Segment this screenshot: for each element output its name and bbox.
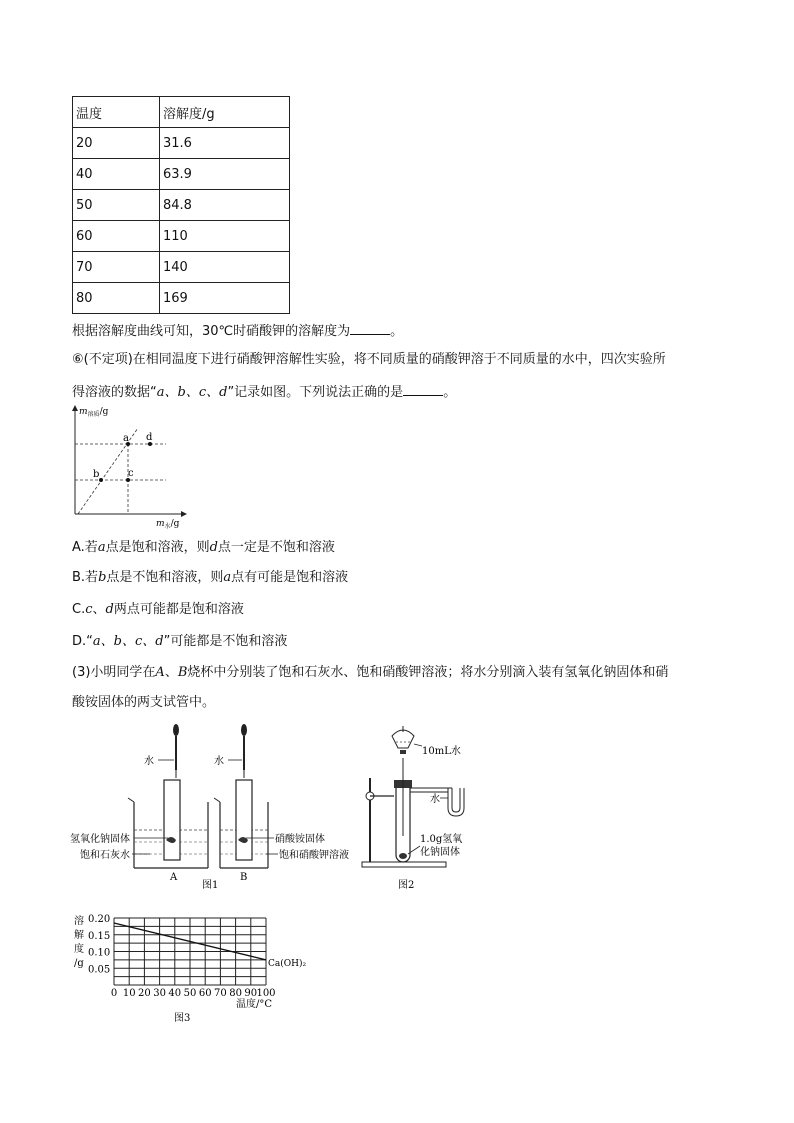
table-cell: 50 [73,190,160,221]
q6-line-2 [72,381,456,403]
separatory-funnel-icon [392,726,414,748]
q3-var-a: A [155,665,165,680]
table-row [73,159,290,190]
table-row [73,283,290,314]
x-tick-label: 0 [110,988,118,999]
x-tick-label: 60 [198,988,212,999]
x-tick-label: 50 [183,988,197,999]
y-label-char: 溶 [74,916,84,927]
fig3-caption: 图3 [174,1013,191,1024]
x-tick-label: 20 [138,988,151,999]
point-b [99,478,103,482]
test-tube-b [236,780,252,860]
y-label-char: 解 [74,930,84,941]
x-tick-label: 40 [168,988,182,999]
q6-mass-graph [66,402,190,530]
option-b-post: 点有可能是饱和溶液 [231,570,349,585]
q3-sep: 、 [164,665,178,680]
x-tick-label: 100 [256,988,276,999]
y-tick-label: 0.20 [88,914,111,925]
y-tick-label: 0.15 [88,930,111,942]
fig1-water-b-label: 水 [214,756,224,767]
option-b-mid: 点是不饱和溶液，则 [106,570,224,585]
fig2-naoh-label-2: 化钠固体 [420,847,460,858]
table-cell: 84.8 [160,190,290,221]
series-label-caoh2: Ca(OH)₂ [268,959,307,969]
table-cell: 20 [73,128,160,159]
fig2-water-label: 水 [430,794,440,805]
table-cell: 31.6 [160,128,290,159]
q3-text-b: 烧杯中分别装了饱和石灰水、饱和硝酸钾溶液；将水分别滴入装有氢氧化钠固体和硝 [187,665,669,680]
table-cell: 70 [73,252,160,283]
fig1-nh4no3-label: 硝酸铵固体 [275,834,325,845]
y-tick-label: 0.05 [88,964,111,976]
dropper-a-icon [173,724,179,778]
fig2-caption: 图2 [398,880,415,891]
table-cell: 60 [73,221,160,252]
beaker-a [128,780,208,868]
figure-3-chart [70,910,307,1026]
fig2-naoh-label-1: 1.0g氢氧 [420,834,463,845]
option-d[interactable] [72,632,287,652]
table-row [73,128,290,159]
table-row [73,252,290,283]
table-row [73,190,290,221]
x-tick-label: 90 [244,988,258,999]
table-row [73,221,290,252]
option-d-pre: D.“ [72,634,93,649]
naoh-solid-icon [399,853,407,859]
fig1-naoh-label: 氢氧化钠固体 [70,834,130,845]
q3-line-1 [72,663,668,683]
q6-vars: a、b、c、d [156,385,228,400]
option-c[interactable] [72,600,244,620]
fig1-kno3sol-label: 饱和硝酸钾溶液 [279,850,349,861]
q5-end: 。 [390,324,404,339]
option-a-var1: a [97,540,106,555]
q6-line-1: ⑥(不定项)在相同温度下进行硝酸钾溶解性实验，将不同质量的硝酸钾溶于不同质量的水中，四次实验所 [72,352,666,367]
q5-line [72,320,403,342]
fig1-beaker-a-label: A [170,872,178,883]
q3-var-b: B [177,665,188,680]
y-axis-title [74,914,84,969]
solubility-table [72,96,290,314]
q6-text-b: ”记录如图。下列说法正确的是 [227,385,404,400]
table-cell: 80 [73,283,160,314]
q6-text-a: 得溶液的数据“ [72,385,157,400]
fig1-caption: 图1 [202,880,219,891]
option-a-mid: 点是饱和溶液，则 [105,540,210,555]
table-cell: 169 [160,283,290,314]
q3-text-a: (3)小明同学在 [72,665,156,680]
option-a[interactable] [72,538,335,558]
fig1-beaker-b-label: B [240,872,248,883]
option-b-var2: a [223,570,232,585]
table-header-temp: 温度 [73,97,160,128]
option-d-vars: a、b、c、d [92,634,164,649]
x-axis-label: $m_水/g$ [156,519,180,530]
x-tick-label: 10 [122,988,136,999]
x-axis-label: 温度/°C [236,999,273,1010]
answer-blank[interactable] [350,320,390,335]
test-tube-a [164,780,180,860]
point-a-label: a [123,433,129,444]
y-label-char: /g [74,958,84,969]
option-a-pre: A.若 [72,540,98,555]
fig1-limewater-label: 饱和石灰水 [80,850,130,861]
stand-base [362,862,446,867]
table-cell: 63.9 [160,159,290,190]
option-c-mid: 、 [92,602,106,617]
option-d-post: ”可能都是不饱和溶液 [163,634,288,649]
x-ticks [111,988,276,999]
option-b-pre: B.若 [72,570,99,585]
fig2-water10-label: 10mL水 [422,746,461,757]
option-b-var1: b [98,570,107,585]
table-header-solubility: 溶解度/g [160,97,290,128]
y-label-char: 度 [74,944,84,955]
q6-end: 。 [443,385,457,400]
point-c-label: c [128,468,134,479]
y-ticks [88,914,110,975]
option-b[interactable] [72,568,348,588]
table-cell: 40 [73,159,160,190]
table-cell: 140 [160,252,290,283]
table-header-row [73,97,290,128]
figure-1 [70,720,370,892]
point-b-label: b [93,469,100,480]
x-tick-label: 80 [229,988,242,999]
dropper-b-icon [241,724,247,778]
answer-blank[interactable] [403,381,443,396]
option-c-var2: d [105,602,114,617]
x-tick-label: 70 [214,988,227,999]
y-tick-label: 0.10 [88,947,111,959]
option-c-var1: c [85,602,93,617]
q3-line-2: 酸铵固体的两支试管中。 [72,695,216,710]
q5-text: 根据溶解度曲线可知，30℃时硝酸钾的溶解度为 [72,324,351,339]
table-cell: 110 [160,221,290,252]
option-c-pre: C. [72,602,86,617]
point-d-label: d [146,432,153,443]
option-c-post: 两点可能都是饱和溶液 [113,602,244,617]
option-a-var2: d [209,540,218,555]
x-tick-label: 30 [153,988,166,999]
option-a-post: 点一定是不饱和溶液 [217,540,335,555]
fig1-water-a-label: 水 [144,756,154,767]
figure-2 [358,722,498,894]
beaker-b [214,780,268,868]
y-axis-label: $m_{溶质}/g$ [79,407,109,418]
